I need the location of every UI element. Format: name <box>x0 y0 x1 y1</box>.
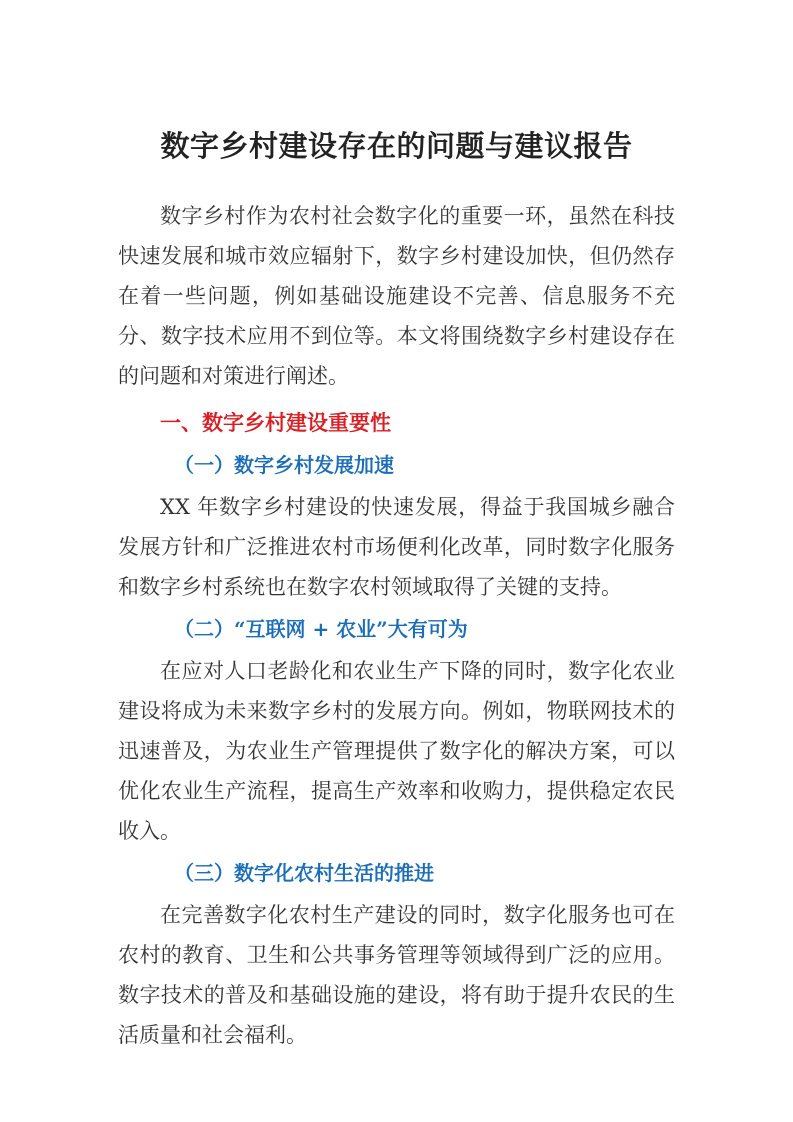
subsection-body-3: 在完善数字化农村生产建设的同时，数字化服务也可在农村的教育、卫生和公共事务管理等领域得到广泛的应用。数字技术的普及和基础设施的建设，将有助于提升农民的生活质量和社会福利。 <box>118 903 675 1047</box>
subsection-heading-3: （三）数字化农村生活的推进 <box>174 861 434 885</box>
subsection-body-1: XX 年数字乡村建设的快速发展，得益于我国城乡融合发展方针和广泛推进农村市场便利化改革，同时数字化服务和数字乡村系统也在数字农村领域取得了关键的支持。 <box>118 495 675 599</box>
subsection-heading-1: （一）数字乡村发展加速 <box>174 453 394 477</box>
intro-paragraph: 数字乡村作为农村社会数字化的重要一环，虽然在科技快速发展和城市效应辐射下，数字乡村建设加快，但仍然存在着一些问题，例如基础设施建设不完善、信息服务不充分、数字技术应用不到位等。本文将围绕数字乡村建设存在的问题和对策进行阐述。 <box>118 204 675 388</box>
document-title: 数字乡村建设存在的问题与建议报告 <box>160 129 633 163</box>
subsection-heading-2: （二）“互联网 + 农业”大有可为 <box>174 617 468 641</box>
section-heading-1: 一、数字乡村建设重要性 <box>160 411 391 435</box>
subsection-body-2: 在应对人口老龄化和农业生产下降的同时，数字化农业建设将成为未来数字乡村的发展方向。例如，物联网技术的迅速普及，为农业生产管理提供了数字化的解决方案，可以优化农业生产流程，提高生产效率和收购力，提供稳定农民收入。 <box>118 659 675 843</box>
